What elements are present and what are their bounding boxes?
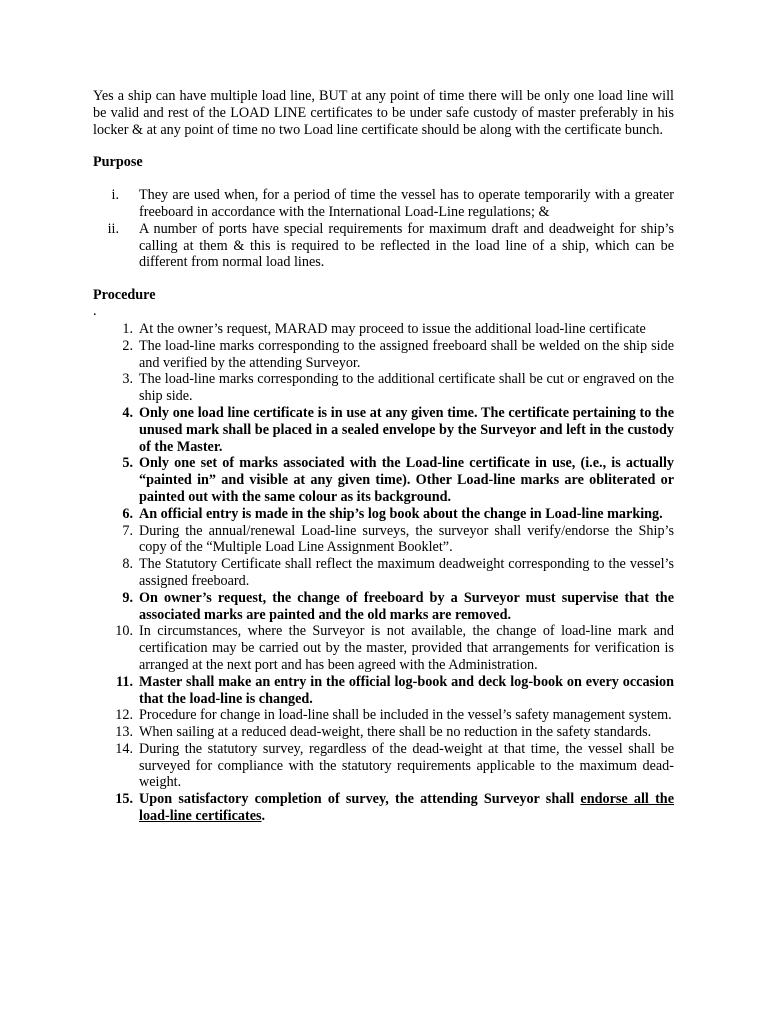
list-item-text: During the annual/renewal Load-line surveys, the surveyor shall verify/endorse the Ship’s copy of the “Multiple Load Line Assignment Booklet”. [139,522,674,556]
list-item-text: When sailing at a reduced dead-weight, there shall be no reduction in the safety standards. [139,724,652,741]
list-number: 7. [122,522,133,539]
list-item-text: At the owner’s request, MARAD may proceed to issue the additional load-line certificate [139,320,646,337]
list-number: 5. [122,455,133,472]
procedure-item [93,674,674,708]
list-item-text: Procedure for change in load-line shall be included in the vessel’s safety management system. [139,707,672,724]
list-number: 15. [115,791,133,808]
procedure-item [93,590,674,624]
procedure-item [93,523,674,557]
list-number: 1. [122,320,133,337]
list-number: 6. [122,505,133,522]
list-number: 11. [116,673,133,690]
list-item-text: An official entry is made in the ship’s log book about the change in Load-line marking. [139,505,663,522]
list-number: 8. [122,556,133,573]
list-item-text: During the statutory survey, regardless of the dead-weight at that time, the vessel shall be surveyed for compliance with the statutory requirements applicable to the maximum dead-weight. [139,740,674,791]
procedure-item [93,556,674,590]
list-number: 2. [122,337,133,354]
procedure-item [93,707,674,724]
list-item-text: Master shall make an entry in the official log-book and deck log-book on every occasion that the load-line is changed. [139,673,674,707]
list-number: 14. [115,740,133,757]
purpose-item [93,221,674,271]
procedure-item [93,455,674,505]
list-number: 10. [115,623,133,640]
list-item-text: On owner’s request, the change of freeboard by a Surveyor must supervise that the associated marks are painted and the old marks are removed. [139,589,674,623]
procedure-item [93,506,674,523]
procedure-item [93,623,674,673]
procedure-heading: Procedure [93,287,156,304]
list-number: 4. [122,404,133,421]
purpose-item [93,187,674,221]
procedure-item [93,791,674,825]
purpose-list [93,187,674,271]
purpose-heading: Purpose [93,154,143,171]
procedure-item [93,371,674,405]
intro-paragraph: Yes a ship can have multiple load line, BUT at any point of time there will be only one load line will be valid and rest of the LOAD LINE certificates to be under safe custody of master preferably in his locker & at any point of time no two Load line certificate should be along with the certificate bunch. [93,88,674,138]
procedure-item [93,405,674,455]
procedure-item [93,321,674,338]
list-item-text-end: . [261,808,266,825]
list-item-text-start: Upon satisfactory completion of survey, the attending Surveyor shall [139,791,581,808]
list-number: 9. [122,589,133,606]
list-number: 12. [115,707,133,724]
procedure-item [93,724,674,741]
procedure-item [93,741,674,791]
list-number: 13. [115,724,133,741]
list-item-text: They are used when, for a period of time the vessel has to operate temporarily with a greater freeboard in accordance with the International Load-Line regulations; & [139,187,674,220]
list-item-text: Only one load line certificate is in use at any given time. The certificate pertaining to the unused mark shall be placed in a sealed envelope by the Surveyor and left in the custody of the Master. [139,404,674,455]
list-item-text: The Statutory Certificate shall reflect the maximum deadweight corresponding to the vessel’s assigned freeboard. [139,556,674,589]
list-item-text: Only one set of marks associated with the Load-line certificate in use, (i.e., is actually “painted in” and visible at any given time). Other Load-line marks are obliterated or painted out with the same colour as its background. [139,455,674,505]
list-item-text: The load-line marks corresponding to the assigned freeboard shall be welded on the ship side and verified by the attending Surveyor. [139,337,674,371]
list-item-text: The load-line marks corresponding to the additional certificate shall be cut or engraved on the ship side. [139,371,674,405]
list-number: i. [111,187,119,204]
procedure-list [93,321,674,825]
procedure-dot: . [93,302,97,319]
list-item-text: In circumstances, where the Surveyor is not available, the change of load-line mark and certification may be carried out by the master, provided that arrangements for verification is arranged at the next port and has been agreed with the Administration. [139,623,674,673]
list-item-text: A number of ports have special requirements for maximum draft and deadweight for ship’s calling at them & this is required to be reflected in the load line of a ship, which can be different from normal load lines. [139,220,674,271]
list-item-underlined-text: endorse all the load-line certificates [139,791,674,825]
list-number: ii. [107,220,119,237]
list-number: 3. [122,371,133,388]
procedure-item [93,338,674,372]
